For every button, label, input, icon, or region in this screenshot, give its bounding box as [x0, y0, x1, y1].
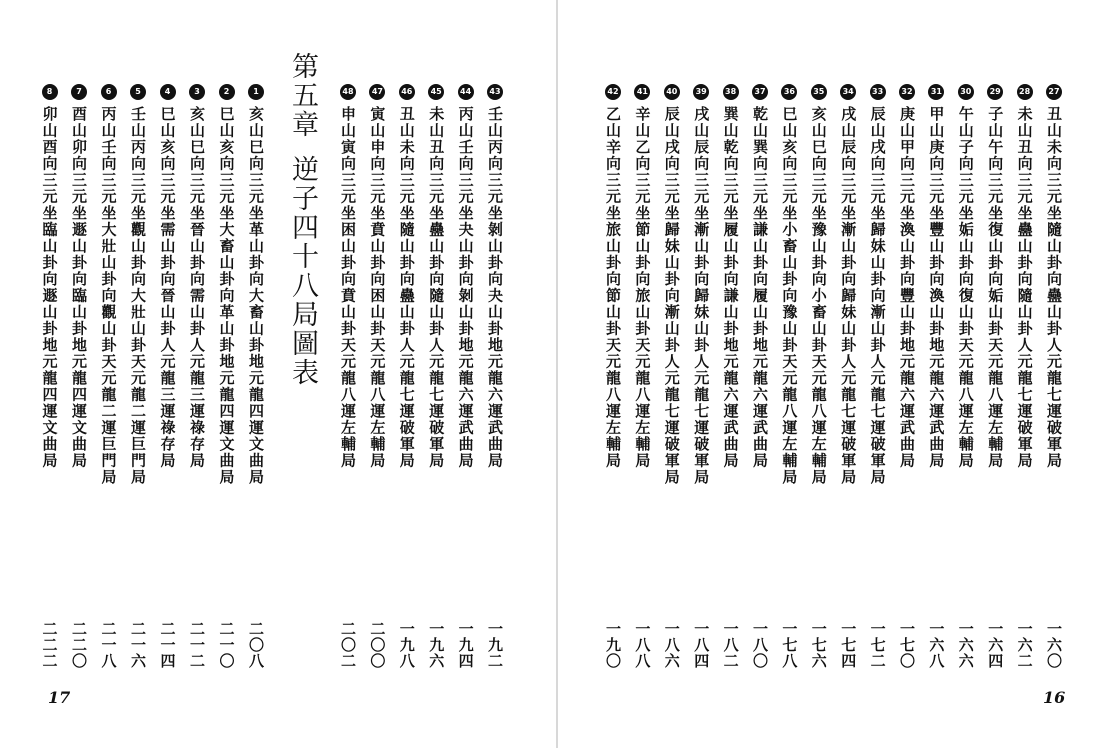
- entry-number-badge: 41: [634, 84, 650, 100]
- entry-page-number: 二一六: [129, 621, 147, 669]
- page-number-left: 17: [48, 688, 71, 707]
- toc-entry: [423, 84, 449, 669]
- entry-number-badge: 40: [664, 84, 680, 100]
- entry-number-badge: 38: [723, 84, 739, 100]
- entry-page-number: 一九八: [397, 621, 416, 669]
- toc-entry: [96, 84, 122, 669]
- toc-entry: [66, 84, 92, 669]
- entry-number-badge: 4: [160, 84, 176, 100]
- entry-number-badge: 39: [693, 84, 709, 100]
- toc-entry: [482, 84, 508, 669]
- entry-page-number: 二〇八: [247, 621, 265, 669]
- entry-page-number: 一八六: [662, 621, 681, 669]
- toc-entry: [776, 84, 802, 669]
- entry-page-number: 一九二: [486, 621, 504, 669]
- entry-number-badge: 33: [870, 84, 886, 100]
- toc-entry: [394, 84, 420, 669]
- entry-page-number: 一七〇: [898, 621, 916, 669]
- entry-number-badge: 7: [71, 84, 87, 100]
- entry-page-number: 一九六: [427, 621, 446, 669]
- entry-title: 乙山辛向三元坐旅山卦向節山卦天元龍八運左輔局: [604, 106, 622, 469]
- entry-page-number: 一七四: [839, 621, 858, 669]
- entry-number-badge: 46: [399, 84, 415, 100]
- entry-page-number: 一八二: [721, 621, 740, 669]
- entry-number-badge: 27: [1046, 84, 1062, 100]
- entry-title: 卯山酉向三元坐臨山卦向遯山卦地元龍四運文曲局: [40, 106, 59, 469]
- entry-page-number: 一七六: [809, 621, 828, 669]
- entry-number-badge: 36: [781, 84, 797, 100]
- chapter-title: 逆子四十八局圖表: [287, 155, 318, 387]
- entry-page-number: 一七八: [780, 621, 799, 669]
- entry-title: 子山午向三元坐復山卦向姤山卦天元龍八運左輔局: [986, 106, 1005, 469]
- toc-entry: [335, 84, 361, 669]
- entry-number-badge: 2: [219, 84, 235, 100]
- toc-entry: [600, 84, 626, 669]
- entry-title: 巳山亥向三元坐需山卦向晉山卦人元龍三運祿存局: [158, 106, 177, 469]
- toc-entry: [125, 84, 151, 669]
- entry-title: 巽山乾向三元坐履山卦向謙山卦地元龍六運武曲局: [721, 106, 740, 469]
- page-number-right: 16: [1043, 688, 1066, 707]
- toc-entry: [243, 84, 269, 669]
- entry-title: 辛山乙向三元坐節山卦向旅山卦天元龍八運左輔局: [633, 106, 652, 469]
- entry-page-number: 二二〇: [70, 621, 88, 669]
- entry-number-badge: 42: [605, 84, 621, 100]
- entry-number-badge: 47: [369, 84, 385, 100]
- toc-entry: [184, 84, 210, 669]
- right-page: [560, 0, 1108, 748]
- entry-page-number: 二一〇: [217, 621, 236, 669]
- entry-page-number: 一九四: [456, 621, 475, 669]
- entry-page-number: 一九〇: [604, 621, 622, 669]
- toc-entry: [806, 84, 832, 669]
- toc-entry: [835, 84, 861, 669]
- toc-entry: [894, 84, 920, 669]
- toc-entry: [214, 84, 240, 669]
- entry-title: 未山丑向三元坐蠱山卦向隨山卦人元龍七運破軍局: [427, 106, 446, 469]
- toc-entry: [923, 84, 949, 669]
- entry-number-badge: 31: [928, 84, 944, 100]
- toc-entry: [1012, 84, 1038, 669]
- entry-page-number: 二一二: [188, 621, 206, 669]
- entry-title: 庚山甲向三元坐渙山卦向豐山卦地元龍六運武曲局: [898, 106, 916, 469]
- entry-number-badge: 29: [987, 84, 1003, 100]
- toc-entry: [865, 84, 891, 669]
- entry-title: 亥山巳向三元坐晉山卦向需山卦人元龍三運祿存局: [188, 106, 206, 469]
- entry-title: 丙山壬向三元坐夬山卦向剝山卦地元龍六運武曲局: [456, 106, 475, 469]
- entry-title: 丑山未向三元坐隨山卦向蠱山卦人元龍七運破軍局: [397, 106, 416, 469]
- entry-page-number: 二〇〇: [368, 621, 387, 669]
- entry-title: 壬山丙向三元坐觀山卦向大壯山卦天元龍二運巨門局: [129, 106, 147, 486]
- entry-title: 午山子向三元坐姤山卦向復山卦天元龍八運左輔局: [956, 106, 975, 469]
- entry-page-number: 一六四: [986, 621, 1005, 669]
- toc-entry: [37, 84, 63, 669]
- chapter-label: 第五章: [287, 52, 318, 139]
- entry-title: 亥山巳向三元坐豫山卦向小畜山卦天元龍八運左輔局: [809, 106, 828, 486]
- entry-page-number: 一六六: [956, 621, 975, 669]
- toc-entry: [718, 84, 744, 669]
- entry-number-badge: 6: [101, 84, 117, 100]
- book-fold: [556, 0, 558, 748]
- entry-title: 乾山巽向三元坐謙山卦向履山卦地元龍六運武曲局: [751, 106, 769, 469]
- entry-number-badge: 1: [248, 84, 264, 100]
- toc-entry: [1041, 84, 1067, 669]
- entry-page-number: 一六八: [927, 621, 946, 669]
- entry-title: 辰山戌向三元坐歸妹山卦向漸山卦人元龍七運破軍局: [662, 106, 681, 486]
- toc-entry: [659, 84, 685, 669]
- entry-title: 戌山辰向三元坐漸山卦向歸妹山卦人元龍七運破軍局: [839, 106, 858, 486]
- entry-title: 申山寅向三元坐困山卦向賁山卦天元龍八運左輔局: [339, 106, 357, 469]
- toc-entry: [453, 84, 479, 669]
- entry-page-number: 一八〇: [751, 621, 769, 669]
- entry-title: 亥山巳向三元坐革山卦向大畜山卦地元龍四運文曲局: [247, 106, 265, 486]
- toc-entry: [747, 84, 773, 669]
- entry-number-badge: 48: [340, 84, 356, 100]
- entry-number-badge: 8: [42, 84, 58, 100]
- entry-number-badge: 37: [752, 84, 768, 100]
- toc-entry: [364, 84, 390, 669]
- entry-title: 酉山卯向三元坐遯山卦向臨山卦地元龍四運文曲局: [70, 106, 88, 469]
- entry-number-badge: 45: [428, 84, 444, 100]
- entry-number-badge: 34: [840, 84, 856, 100]
- entry-title: 寅山申向三元坐賁山卦向困山卦天元龍八運左輔局: [368, 106, 387, 469]
- entry-number-badge: 28: [1017, 84, 1033, 100]
- entry-number-badge: 30: [958, 84, 974, 100]
- entry-page-number: 一六二: [1015, 621, 1034, 669]
- toc-entry: [953, 84, 979, 669]
- toc-entry: [688, 84, 714, 669]
- entry-number-badge: 44: [458, 84, 474, 100]
- entry-number-badge: 35: [811, 84, 827, 100]
- entry-title: 未山丑向三元坐蠱山卦向隨山卦人元龍七運破軍局: [1015, 106, 1034, 469]
- entry-page-number: 一七二: [868, 621, 887, 669]
- entry-page-number: 二〇二: [339, 621, 357, 669]
- chapter-heading: [282, 52, 322, 387]
- entry-title: 甲山庚向三元坐豐山卦向渙山卦地元龍六運武曲局: [927, 106, 946, 469]
- entry-title: 辰山戌向三元坐歸妹山卦向漸山卦人元龍七運破軍局: [868, 106, 887, 486]
- entry-title: 壬山丙向三元坐剝山卦向夬山卦地元龍六運武曲局: [486, 106, 504, 469]
- toc-entry: [155, 84, 181, 669]
- toc-entry: [629, 84, 655, 669]
- toc-entry: [982, 84, 1008, 669]
- entry-number-badge: 32: [899, 84, 915, 100]
- entry-page-number: 二一四: [158, 621, 177, 669]
- entry-number-badge: 43: [487, 84, 503, 100]
- entry-page-number: 一八八: [633, 621, 652, 669]
- entry-title: 丙山壬向三元坐大壯山卦向觀山卦天元龍二運巨門局: [99, 106, 118, 486]
- entry-title: 巳山亥向三元坐大畜山卦向革山卦地元龍四運文曲局: [217, 106, 236, 486]
- entry-page-number: 一六〇: [1045, 621, 1063, 669]
- entry-number-badge: 5: [130, 84, 146, 100]
- entry-number-badge: 3: [189, 84, 205, 100]
- entry-page-number: 二二二: [40, 621, 59, 669]
- entry-page-number: 一八四: [692, 621, 711, 669]
- entry-title: 巳山亥向三元坐小畜山卦向豫山卦天元龍八運左輔局: [780, 106, 799, 486]
- entry-title: 丑山未向三元坐隨山卦向蠱山卦人元龍七運破軍局: [1045, 106, 1063, 469]
- entry-page-number: 二一八: [99, 621, 118, 669]
- entry-title: 戌山辰向三元坐漸山卦向歸妹山卦人元龍七運破軍局: [692, 106, 711, 486]
